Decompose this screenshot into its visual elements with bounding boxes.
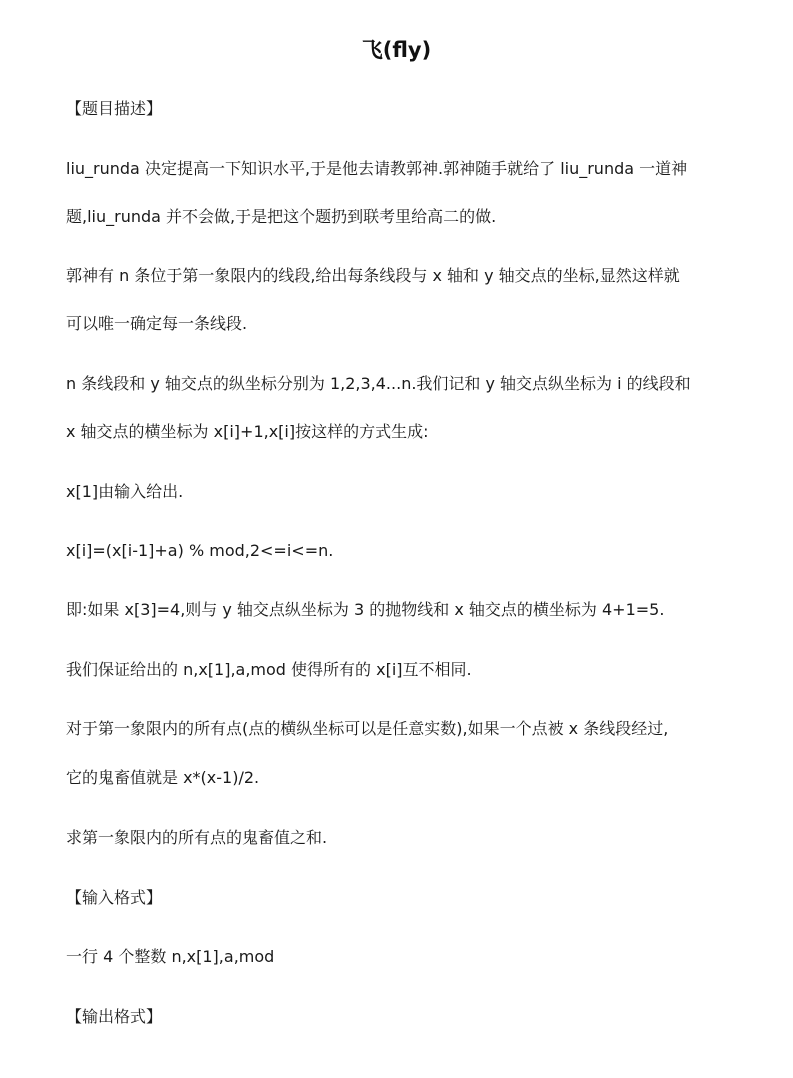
section-heading-output: 【输出格式】 — [66, 1007, 163, 1026]
paragraph-line: 题,liu_runda 并不会做,于是把这个题扔到联考里给高二的做. — [66, 207, 497, 226]
paragraph-line: n 条线段和 y 轴交点的纵坐标分别为 1,2,3,4...n.我们记和 y 轴交点纵坐标为 i 的线段和 — [66, 374, 691, 393]
page-title: 飞(fly) — [361, 38, 432, 62]
formula-line: x[i]=(x[i-1]+a) % mod,2<=i<=n. — [66, 541, 334, 560]
paragraph-line: 一行 4 个整数 n,x[1],a,mod — [66, 947, 275, 966]
section-heading-description: 【题目描述】 — [66, 99, 163, 118]
paragraph-line: x 轴交点的横坐标为 x[i]+1,x[i]按这样的方式生成: — [66, 422, 429, 441]
paragraph-line: liu_runda 决定提高一下知识水平,于是他去请教郭神.郭神随手就给了 liu_runda 一道神 — [66, 159, 688, 178]
paragraph-line: x[1]由输入给出. — [66, 482, 184, 501]
paragraph-line: 郭神有 n 条位于第一象限内的线段,给出每条线段与 x 轴和 y 轴交点的坐标,显然这样就 — [66, 266, 680, 285]
paragraph-line: 求第一象限内的所有点的鬼畜值之和. — [66, 828, 328, 847]
paragraph-line: 可以唯一确定每一条线段. — [66, 314, 248, 333]
section-heading-input: 【输入格式】 — [66, 888, 163, 907]
paragraph-line: 即:如果 x[3]=4,则与 y 轴交点纵坐标为 3 的抛物线和 x 轴交点的横坐标为 4+1=5. — [66, 600, 665, 619]
paragraph-line: 我们保证给出的 n,x[1],a,mod 使得所有的 x[i]互不相同. — [66, 660, 472, 679]
paragraph-line: 对于第一象限内的所有点(点的横纵坐标可以是任意实数),如果一个点被 x 条线段经过, — [66, 719, 669, 738]
paragraph-line: 它的鬼畜值就是 x*(x-1)/2. — [66, 768, 260, 787]
